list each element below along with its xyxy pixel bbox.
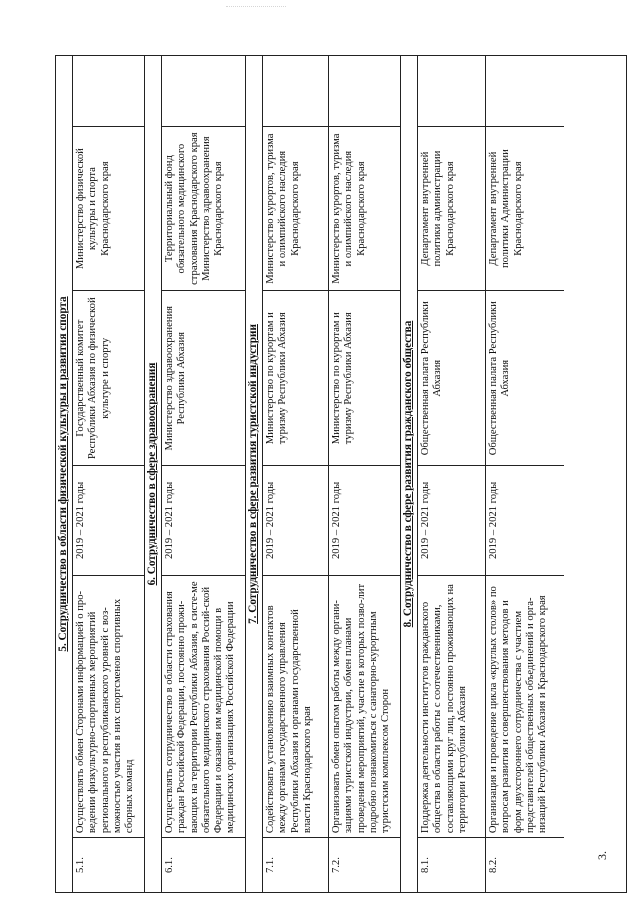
item-number: 6.1. [162,837,245,892]
table-row [486,56,564,892]
item-activity: Осуществлять сотрудничество в области страхования граждан Российской Федерации, постоянно прожи-вающих на территории Республики Абхазия, в систе-ме обязательного медицинского страхования Россий-ской Федерации и оказания им медицинской помощи в медицинских организациях Российской Федерации [162,575,245,837]
page-number: 3. [595,851,609,860]
item-activity: Организовать обмен опытом работы между органи-зациями туристской индустрии, обмен планами проведения мероприятий, участие в которых позво-лит подробно познакомиться с санаторно-курортным туристским комплексом Сторон [329,575,400,837]
scan-artifact [226,6,286,17]
table-row [263,56,329,892]
item-activity: Организация и проведение цикла «круглых столов» по вопросам развития и совершенствования методов и форм двухстороннего сотрудничества с участием представителей общественных объединений и орга-низаций Республики Абхазия и Краснодарского края [486,575,564,837]
item-responsible-abkhazia: Министерство по курортам и туризму Республики Абхазия [263,290,328,465]
item-term: 2019 – 2021 годы [418,465,485,575]
item-responsible-krasnodar: Департамент внутренней политики администрации Краснодарского края [418,126,485,291]
item-number: 8.1. [418,837,485,892]
item-number: 7.1. [263,837,328,892]
item-responsible-abkhazia: Общественная палата Республики Абхазия [486,290,564,465]
item-term: 2019 – 2021 годы [329,465,400,575]
empty-cell [329,56,400,126]
item-responsible-krasnodar: Министерство курортов, туризма и олимпийского наследия Краснодарского края [329,126,400,291]
item-activity: Содействовать установлению взаимных контактов между органами государственного управления Республики Абхазия и органами государственной власти Краснодарского края [263,575,328,837]
item-number: 7.2. [329,837,400,892]
item-activity: Осуществлять обмен Сторонами информацией о про-ведении физкультурно-спортивных мероприятий регионального и республиканского уровней с воз-можностью участия в них спортсменов спортивных сборных команд [73,575,144,837]
table-row [73,56,145,892]
item-number: 5.1. [73,837,144,892]
empty-cell [418,56,485,126]
section-row [56,56,73,892]
empty-cell [486,56,564,126]
empty-cell [162,56,245,126]
section-row [145,56,162,892]
section-row [246,56,263,892]
item-term: 2019 – 2021 годы [263,465,328,575]
item-responsible-krasnodar: Территориальный фонд обязательного медицинского страхования Краснодарского края Министерство здравоохранения Краснодарского края [162,126,245,291]
empty-cell [263,56,328,126]
section-title: 8. Сотрудничество в сфере развития гражданского общества [402,320,414,628]
item-term: 2019 – 2021 годы [162,465,245,575]
section-title: 5. Сотрудничество в области физической культуры и развития спорта [57,296,69,652]
table-row [329,56,401,892]
item-responsible-krasnodar: Департамент внутренней политики Администрации Краснодарского края [486,126,564,291]
section-title: 7. Сотрудничество в сфере развития туристской индустрии [247,324,259,624]
item-responsible-krasnodar: Министерство физической культуры и спорта Краснодарского края [73,126,144,291]
item-term: 2019 – 2021 годы [486,465,564,575]
cooperation-plan-table [55,55,627,893]
table-row [162,56,246,892]
section-title: 6. Сотрудничество в сфере здравоохранения [146,362,158,586]
section-row [401,56,418,892]
item-activity: Поддержка деятельности институтов гражданского общества в области работы с соотечественниками, составляющими круг лиц, постоянно проживающих на территории Республики Абхазия [418,575,485,837]
table-row [418,56,486,892]
item-number: 8.2. [486,837,564,892]
item-responsible-abkhazia: Министерство здравоохранения Республики Абхазия [162,290,245,465]
item-responsible-abkhazia: Государственный комитет Республики Абхазия по физической культуре и спорту [73,290,144,465]
item-responsible-krasnodar: Министерство курортов, туризма и олимпийского наследия Краснодарского края [263,126,328,291]
empty-cell [73,56,144,126]
item-responsible-abkhazia: Общественная палата Республики Абхазия [418,290,485,465]
item-responsible-abkhazia: Министерство по курортам и туризму Республики Абхазия [329,290,400,465]
item-term: 2019 – 2021 годы [73,465,144,575]
